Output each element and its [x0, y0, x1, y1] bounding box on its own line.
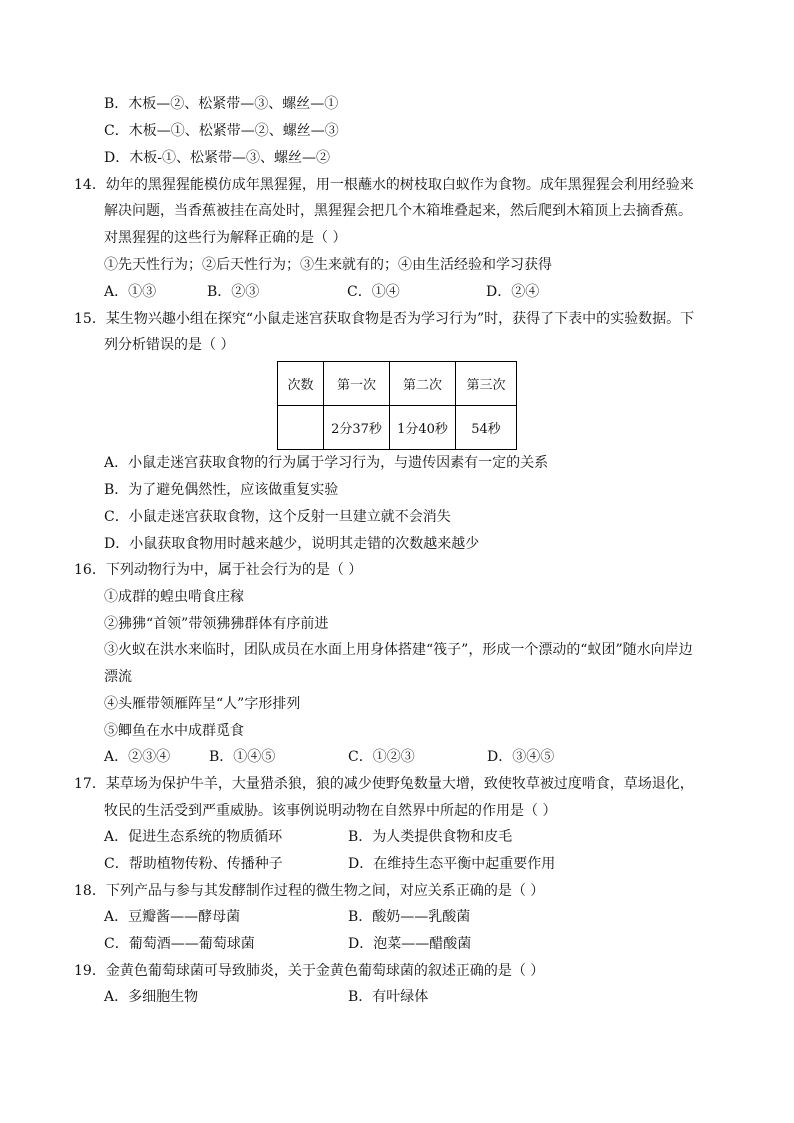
table-cell: 2分37秒	[324, 406, 390, 450]
q16-option-d: D．③④⑤	[487, 749, 555, 765]
q15-option-b: B．为了避免偶然性，应该做重复实验	[104, 482, 339, 498]
table-header-row	[278, 362, 517, 406]
q17-option-b: B．为人类提供食物和皮毛	[348, 829, 513, 845]
q15-stem-line1: 15．某生物兴趣小组在探究“小鼠走迷宫获取食物是否为学习行为”时，获得了下表中的实验数据。下	[74, 311, 695, 327]
q14-option-c: C．①④	[347, 284, 400, 300]
table-header-cell: 第一次	[324, 362, 390, 406]
q14-stem-line3: 对黑猩猩的这些行为解释正确的是（ ）	[104, 230, 347, 246]
table-cell: 1分40秒	[390, 406, 456, 450]
q13-option-b: B．木板—②、松紧带—③、螺丝—①	[104, 96, 339, 112]
q15-stem-line2: 列分析错误的是（ ）	[104, 337, 235, 353]
q16-item-3-cont: 漂流	[104, 669, 132, 685]
q17-option-a: A．促进生态系统的物质循环	[104, 829, 283, 845]
q14-stem-line1: 14．幼年的黑猩猩能模仿成年黑猩猩，用一根蘸水的树枝取白蚁作为食物。成年黑猩猩会利用经验来	[74, 177, 694, 193]
q13-option-c: C．木板—①、松紧带—②、螺丝—③	[104, 123, 339, 139]
q17-option-c: C．帮助植物传粉、传播种子	[104, 856, 283, 872]
q17-stem-line2: 牧民的生活受到严重威胁。该事例说明动物在自然界中所起的作用是（ ）	[104, 803, 557, 819]
table-header-cell: 第二次	[390, 362, 456, 406]
q14-option-d: D．②④	[486, 284, 540, 300]
q14-option-b: B．②③	[207, 284, 260, 300]
q14-statements: ①先天性行为；②后天性行为；③生来就有的；④由生活经验和学习获得	[104, 257, 552, 273]
q18-option-c: C．葡萄酒——葡萄球菌	[104, 936, 255, 952]
q16-item-5: ⑤鲫鱼在水中成群觅食	[104, 723, 244, 739]
q18-option-d: D．泡菜——醋酸菌	[348, 936, 472, 952]
q15-option-d: D．小鼠获取食物用时越来越少，说明其走错的次数越来越少	[104, 536, 480, 552]
q16-item-1: ①成群的蝗虫啃食庄稼	[104, 589, 244, 605]
q14-option-a: A．①③	[104, 284, 157, 300]
q18-option-b: B．酸奶——乳酸菌	[348, 909, 471, 925]
q16-item-3: ③火蚁在洪水来临时，团队成员在水面上用身体搭建“筏子”，形成一个漂动的“蚁团”随水向岸边	[104, 642, 693, 658]
q15-option-c: C．小鼠走迷宫获取食物，这个反射一旦建立就不会消失	[104, 509, 451, 525]
q19-stem: 19．金黄色葡萄球菌可导致肺炎，关于金黄色葡萄球菌的叙述正确的是（ ）	[74, 963, 545, 979]
q15-data-table	[277, 361, 517, 450]
q13-option-d: D．木板-①、松紧带—③、螺丝—②	[104, 150, 330, 166]
q17-option-d: D．在维持生态平衡中起重要作用	[348, 856, 556, 872]
q16-option-a: A．②③④	[104, 749, 171, 765]
q16-stem: 16．下列动物行为中，属于社会行为的是（ ）	[74, 562, 363, 578]
table-cell: 54秒	[456, 406, 517, 450]
q16-item-4: ④头雁带领雁阵呈“人”字形排列	[104, 696, 301, 712]
q18-option-a: A．豆瓣酱——酵母菌	[104, 909, 241, 925]
table-header-cell: 第三次	[456, 362, 517, 406]
q16-item-2: ②狒狒“首领”带领狒狒群体有序前进	[104, 616, 329, 632]
q19-option-b: B．有叶绿体	[348, 989, 429, 1005]
table-cell	[278, 406, 324, 450]
q18-stem: 18．下列产品与参与其发酵制作过程的微生物之间，对应关系正确的是（ ）	[74, 883, 545, 899]
q14-stem-line2: 解决问题，当香蕉被挂在高处时，黑猩猩会把几个木箱堆叠起来，然后爬到木箱顶上去摘香蕉。	[104, 203, 692, 219]
q15-option-a: A．小鼠走迷宫获取食物的行为属于学习行为，与遗传因素有一定的关系	[104, 455, 549, 471]
q16-option-c: C．①②③	[348, 749, 415, 765]
q19-option-a: A．多细胞生物	[104, 989, 199, 1005]
table-row	[278, 406, 517, 450]
table-header-cell: 次数	[278, 362, 324, 406]
q16-option-b: B．①④⑤	[209, 749, 276, 765]
q17-stem-line1: 17．某草场为保护牛羊，大量猎杀狼，狼的减少使野兔数量大增，致使牧草被过度啃食，草场退化，	[74, 776, 694, 792]
